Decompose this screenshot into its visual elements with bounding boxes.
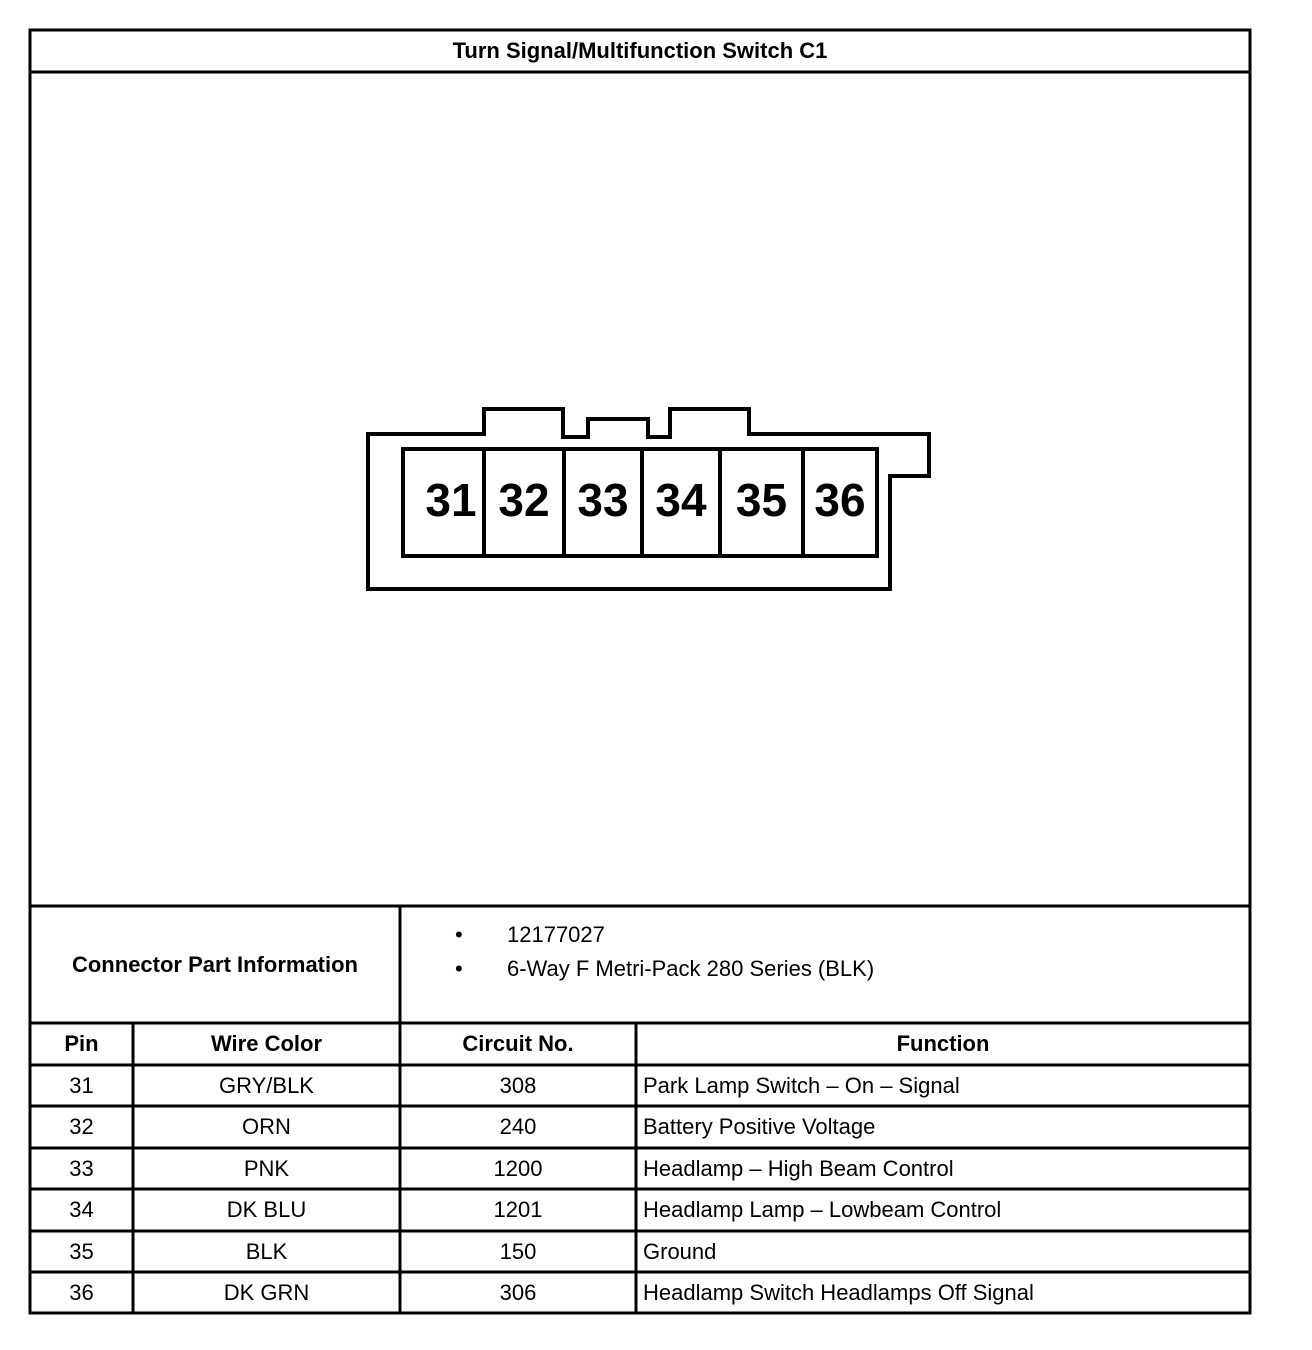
- function-cell: Headlamp Switch Headlamps Off Signal: [643, 1279, 1034, 1305]
- pin-cell: 31: [69, 1072, 94, 1098]
- part-info-item: [455, 918, 874, 952]
- part-description: 6-Way F Metri-Pack 280 Series (BLK): [507, 956, 875, 981]
- pin-cell: 33: [69, 1155, 94, 1181]
- bullet-icon: •: [455, 956, 463, 981]
- circuit-number-cell: 1200: [493, 1155, 543, 1181]
- wire-color-cell: ORN: [242, 1114, 291, 1139]
- pin-label: 34: [655, 474, 707, 526]
- part-info-label: Connector Part Information: [71, 951, 358, 977]
- part-info-list: [455, 918, 874, 986]
- circuit-number-cell: 150: [499, 1238, 537, 1264]
- part-number: 12177027: [507, 922, 605, 947]
- pin-cell: 34: [69, 1197, 94, 1222]
- pin-label: 36: [814, 474, 866, 526]
- pin-label: 33: [577, 474, 629, 526]
- circuit-number-cell: 308: [499, 1072, 537, 1098]
- pin-label: 35: [735, 474, 788, 526]
- pin-label: 31: [425, 474, 477, 526]
- pin-label: 32: [498, 474, 550, 526]
- circuit-number-cell: 1201: [493, 1197, 543, 1222]
- circuit-number-cell: 240: [499, 1114, 537, 1139]
- function-cell: Park Lamp Switch – On – Signal: [643, 1072, 960, 1098]
- part-info-item: [455, 952, 874, 986]
- wire-color-cell: DK GRN: [223, 1279, 310, 1305]
- circuit-number-cell: 306: [499, 1279, 537, 1305]
- function-cell: Ground: [643, 1238, 717, 1264]
- column-header-pin: Pin: [64, 1031, 99, 1056]
- wire-color-cell: BLK: [245, 1238, 288, 1264]
- wire-color-cell: DK BLU: [226, 1197, 307, 1222]
- pin-cell: 36: [69, 1279, 94, 1305]
- column-header-circuit-number: Circuit No.: [462, 1031, 574, 1056]
- bullet-icon: •: [455, 922, 463, 947]
- function-cell: Headlamp Lamp – Lowbeam Control: [643, 1197, 1002, 1222]
- wire-color-cell: PNK: [243, 1155, 290, 1181]
- pin-cell: 35: [69, 1238, 94, 1264]
- page-title: Turn Signal/Multifunction Switch C1: [452, 38, 828, 63]
- pin-cell: 32: [69, 1114, 94, 1139]
- function-cell: Battery Positive Voltage: [643, 1114, 876, 1139]
- column-header-wire-color: Wire Color: [210, 1031, 323, 1056]
- column-header-function: Function: [896, 1031, 990, 1056]
- wire-color-cell: GRY/BLK: [219, 1072, 314, 1098]
- function-cell: Headlamp – High Beam Control: [643, 1155, 954, 1181]
